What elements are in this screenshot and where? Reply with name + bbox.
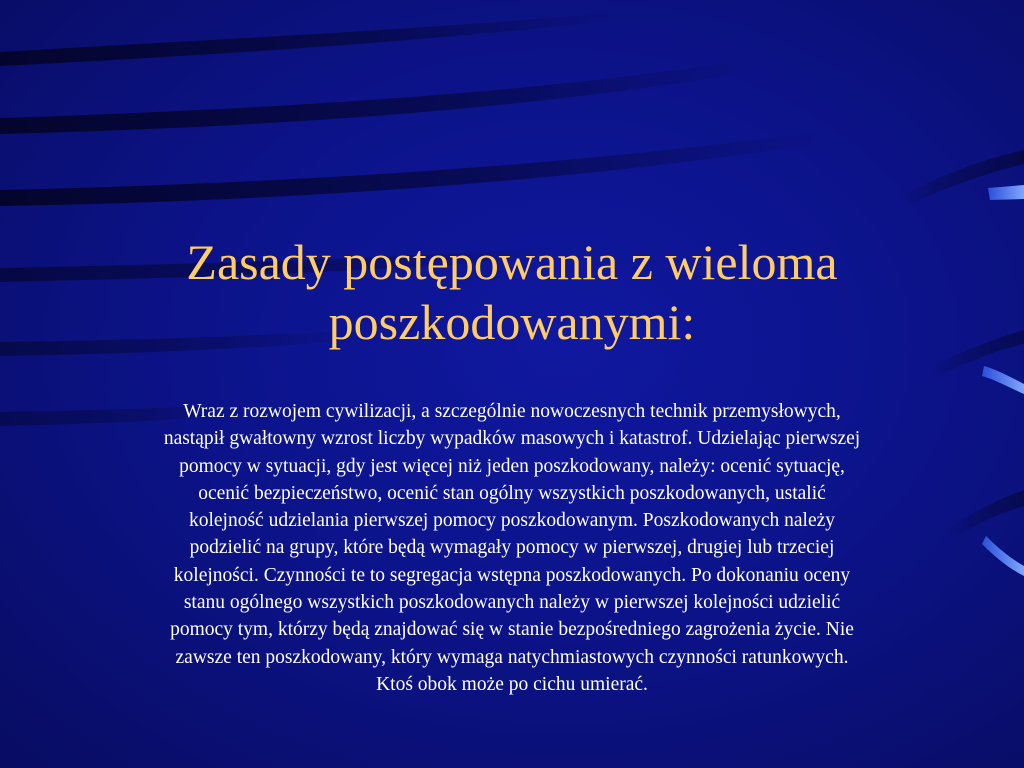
slide-title: Zasady postępowania z wieloma poszkodowanymi: (186, 234, 838, 350)
slide-body-text: Wraz z rozwojem cywilizacji, a szczególnie nowoczesnych technik przemysłowych, nastąpił gwałtowny wzrost liczby wypadków masowych i katastrof. Udzielając pierwszej pomocy w sytuacji, gdy jest więcej niż jeden poszkodowany, należy: ocenić sytuację, ocenić bezpieczeństwo, ocenić stan ogólny wszystkich poszkodowanych, ustalić kolejność udzielania pierwszej pomocy poszkodowanym. Poszkodowanych należy podzielić na grupy, które będą wymagały pomocy w pierwszej, drugiej lub trzeciej kolejności. Czynności te to segregacja wstępna poszkodowanych. Po dokonaniu oceny stanu ogólnego wszystkich poszkodowanych należy w pierwszej kolejności udzielić pomocy tym, którzy będą znajdować się w stanie bezpośredniego zagrożenia życie. Nie zawsze ten poszkodowany, który wymaga natychmiastowych czynności ratunkowych. Ktoś obok może po cichu umierać. (163, 401, 861, 695)
